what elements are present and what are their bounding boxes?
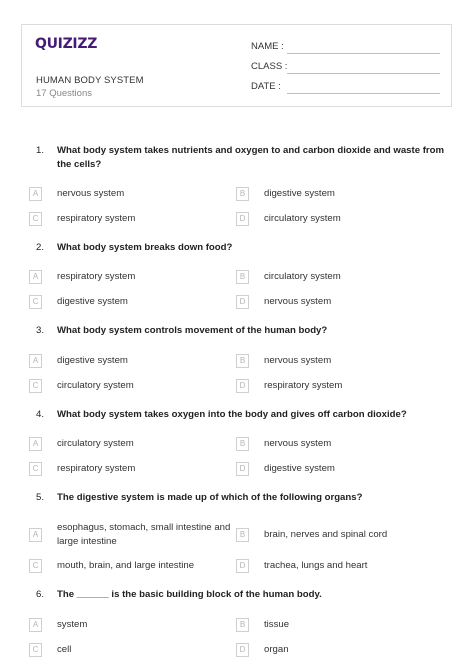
option-text: respiratory system	[264, 380, 343, 391]
option-letter-box: B	[236, 187, 249, 201]
option-letter-box: A	[29, 187, 42, 201]
question-number: 6.	[36, 589, 45, 600]
name-line	[287, 53, 440, 54]
option-text: brain, nerves and spinal cord	[264, 529, 388, 540]
option-letter-box: D	[236, 559, 249, 573]
question-count: 17 Questions	[36, 88, 92, 99]
option-text: digestive system	[57, 296, 128, 307]
date-label: DATE :	[251, 81, 281, 92]
option-letter-box: B	[236, 528, 249, 542]
option-letter-box: C	[29, 379, 42, 393]
question-number: 2.	[36, 242, 45, 253]
option-text: trachea, lungs and heart	[264, 560, 368, 571]
class-field[interactable]	[251, 61, 287, 72]
option-text: system	[57, 619, 88, 630]
option-text: circulatory system	[57, 380, 134, 391]
class-line	[287, 73, 440, 74]
class-label: CLASS :	[251, 61, 288, 72]
name-field[interactable]	[251, 41, 284, 52]
name-label: NAME :	[251, 41, 284, 52]
option-letter-box: C	[29, 295, 42, 309]
question-text: The digestive system is made up of which of the following organs?	[57, 492, 363, 503]
option-letter-box: C	[29, 643, 42, 657]
option-letter-box: D	[236, 379, 249, 393]
question-text: The ______ is the basic building block of the human body.	[57, 589, 322, 600]
option-letter-box: B	[236, 437, 249, 451]
option-text: circulatory system	[57, 438, 134, 449]
option-text: respiratory system	[57, 213, 136, 224]
option-letter-box: D	[236, 462, 249, 476]
option-letter-box: C	[29, 462, 42, 476]
option-text: respiratory system	[57, 271, 136, 282]
option-text: mouth, brain, and large intestine	[57, 560, 195, 571]
option-text: nervous system	[264, 355, 332, 366]
option-letter-box: A	[29, 270, 42, 284]
quizizz-logo: QUIZIZZ	[35, 36, 98, 52]
option-letter-box: D	[236, 295, 249, 309]
date-field[interactable]	[251, 81, 281, 92]
question-text: What body system controls movement of the human body?	[57, 325, 328, 336]
question-text: What body system takes nutrients and oxygen to and carbon dioxide and waste from the cells?	[57, 145, 445, 170]
option-letter-box: A	[29, 437, 42, 451]
date-line	[287, 93, 440, 94]
option-text: digestive system	[264, 463, 335, 474]
option-text: circulatory system	[264, 213, 341, 224]
question-number: 3.	[36, 325, 45, 336]
question-number: 1.	[36, 145, 45, 156]
option-text: esophagus, stomach, small intestine and large intestine	[57, 522, 231, 547]
option-text: circulatory system	[264, 271, 341, 282]
option-letter-box: D	[236, 643, 249, 657]
option-letter-box: A	[29, 354, 42, 368]
question-text: What body system breaks down food?	[57, 242, 233, 253]
question-number: 4.	[36, 409, 45, 420]
option-letter-box: C	[29, 559, 42, 573]
option-letter-box: A	[29, 618, 42, 632]
option-text: organ	[264, 644, 289, 655]
option-text: nervous system	[264, 296, 332, 307]
option-letter-box: C	[29, 212, 42, 226]
option-letter-box: D	[236, 212, 249, 226]
option-text: tissue	[264, 619, 290, 630]
option-letter-box: B	[236, 270, 249, 284]
worksheet-title: HUMAN BODY SYSTEM	[36, 75, 144, 86]
option-letter-box: B	[236, 618, 249, 632]
option-letter-box: B	[236, 354, 249, 368]
question-number: 5.	[36, 492, 45, 503]
option-text: digestive system	[57, 355, 128, 366]
option-text: digestive system	[264, 188, 335, 199]
option-text: nervous system	[264, 438, 332, 449]
question-text: What body system takes oxygen into the body and gives off carbon dioxide?	[57, 409, 407, 420]
option-text: respiratory system	[57, 463, 136, 474]
option-text: nervous system	[57, 188, 125, 199]
option-letter-box: A	[29, 528, 42, 542]
option-text: cell	[57, 644, 72, 655]
